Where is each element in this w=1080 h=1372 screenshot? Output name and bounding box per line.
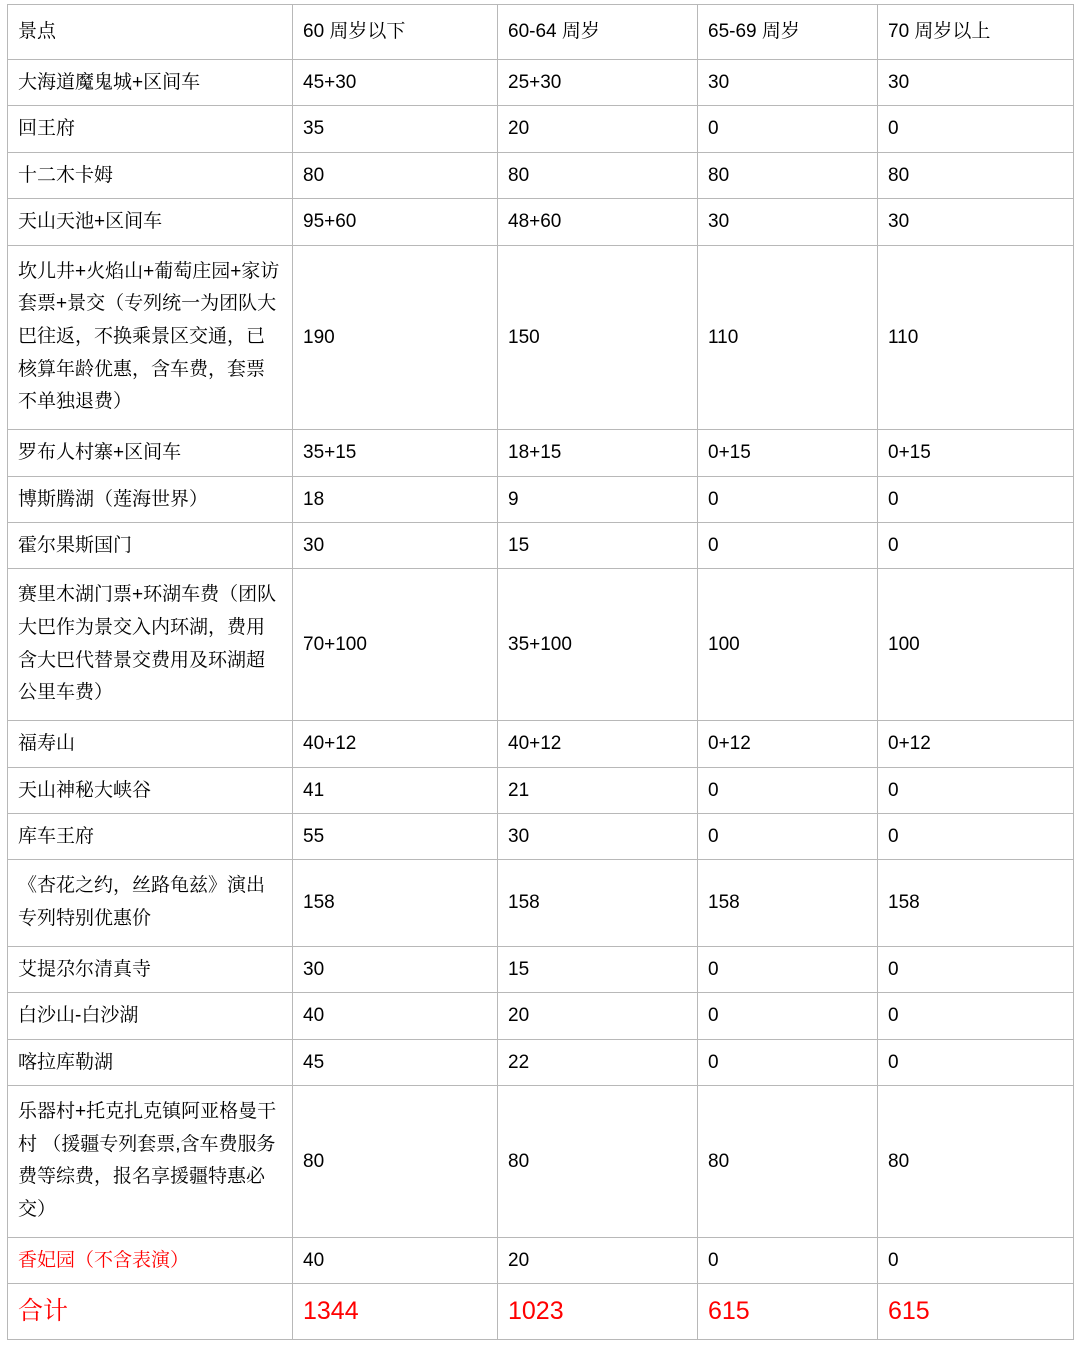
spot-name: 十二木卡姆 xyxy=(8,152,293,198)
table-row xyxy=(8,60,1074,106)
price-60to64: 40+12 xyxy=(498,721,698,767)
spot-name: 霍尔果斯国门 xyxy=(8,522,293,568)
price-over70: 0 xyxy=(878,993,1074,1039)
table-row xyxy=(8,721,1074,767)
header-cell-60to64: 60-64 周岁 xyxy=(498,5,698,60)
price-65to69: 30 xyxy=(698,199,878,245)
price-over70: 0+15 xyxy=(878,430,1074,476)
price-60to64: 22 xyxy=(498,1039,698,1085)
price-60to64: 158 xyxy=(498,860,698,946)
table-row xyxy=(8,1237,1074,1283)
price-under60: 40 xyxy=(293,993,498,1039)
table-row xyxy=(8,152,1074,198)
price-60to64: 80 xyxy=(498,1086,698,1238)
table-row xyxy=(8,245,1074,429)
spot-name: 《杏花之约，丝路龟兹》演出专列特别优惠价 xyxy=(8,860,293,946)
price-under60: 80 xyxy=(293,1086,498,1238)
price-under60: 35 xyxy=(293,106,498,152)
price-60to64: 15 xyxy=(498,522,698,568)
price-65to69: 0 xyxy=(698,813,878,859)
price-65to69: 0+12 xyxy=(698,721,878,767)
price-over70: 0 xyxy=(878,476,1074,522)
spot-name: 乐器村+托克扎克镇阿亚格曼干村 （援疆专列套票,含车费服务费等综费，报名享援疆特惠必交） xyxy=(8,1086,293,1238)
price-60to64: 150 xyxy=(498,245,698,429)
price-table-container xyxy=(0,4,1080,1340)
price-60to64: 20 xyxy=(498,1237,698,1283)
spot-name: 大海道魔鬼城+区间车 xyxy=(8,60,293,106)
total-row xyxy=(8,1284,1074,1340)
table-row xyxy=(8,860,1074,946)
price-65to69: 80 xyxy=(698,1086,878,1238)
spot-name: 艾提尕尔清真寺 xyxy=(8,946,293,992)
total-over70: 615 xyxy=(878,1284,1074,1340)
price-65to69: 0+15 xyxy=(698,430,878,476)
price-over70: 80 xyxy=(878,1086,1074,1238)
price-60to64: 35+100 xyxy=(498,569,698,721)
price-65to69: 0 xyxy=(698,1237,878,1283)
spot-name: 福寿山 xyxy=(8,721,293,767)
price-over70: 110 xyxy=(878,245,1074,429)
price-65to69: 0 xyxy=(698,522,878,568)
price-60to64: 80 xyxy=(498,152,698,198)
price-60to64: 15 xyxy=(498,946,698,992)
spot-name: 天山天池+区间车 xyxy=(8,199,293,245)
price-under60: 80 xyxy=(293,152,498,198)
price-65to69: 0 xyxy=(698,993,878,1039)
price-65to69: 0 xyxy=(698,106,878,152)
price-over70: 30 xyxy=(878,60,1074,106)
price-under60: 55 xyxy=(293,813,498,859)
table-row xyxy=(8,946,1074,992)
price-65to69: 0 xyxy=(698,767,878,813)
spot-name: 天山神秘大峡谷 xyxy=(8,767,293,813)
table-row xyxy=(8,569,1074,721)
spot-name: 罗布人村寨+区间车 xyxy=(8,430,293,476)
table-row xyxy=(8,1039,1074,1085)
total-65to69: 615 xyxy=(698,1284,878,1340)
price-60to64: 25+30 xyxy=(498,60,698,106)
price-under60: 30 xyxy=(293,522,498,568)
price-65to69: 30 xyxy=(698,60,878,106)
spot-name: 香妃园（不含表演） xyxy=(8,1237,293,1283)
table-row xyxy=(8,476,1074,522)
price-under60: 30 xyxy=(293,946,498,992)
total-60to64: 1023 xyxy=(498,1284,698,1340)
price-60to64: 20 xyxy=(498,993,698,1039)
price-65to69: 0 xyxy=(698,476,878,522)
price-under60: 18 xyxy=(293,476,498,522)
price-60to64: 18+15 xyxy=(498,430,698,476)
price-under60: 70+100 xyxy=(293,569,498,721)
price-under60: 35+15 xyxy=(293,430,498,476)
price-over70: 158 xyxy=(878,860,1074,946)
price-under60: 41 xyxy=(293,767,498,813)
price-65to69: 80 xyxy=(698,152,878,198)
table-row xyxy=(8,522,1074,568)
price-under60: 190 xyxy=(293,245,498,429)
spot-name: 博斯腾湖（莲海世界） xyxy=(8,476,293,522)
price-over70: 0 xyxy=(878,813,1074,859)
table-row xyxy=(8,106,1074,152)
table-row xyxy=(8,813,1074,859)
price-65to69: 100 xyxy=(698,569,878,721)
price-over70: 100 xyxy=(878,569,1074,721)
price-over70: 80 xyxy=(878,152,1074,198)
price-under60: 95+60 xyxy=(293,199,498,245)
spot-name: 喀拉库勒湖 xyxy=(8,1039,293,1085)
spot-name: 白沙山-白沙湖 xyxy=(8,993,293,1039)
price-under60: 45 xyxy=(293,1039,498,1085)
header-cell-over70: 70 周岁以上 xyxy=(878,5,1074,60)
price-over70: 0 xyxy=(878,1237,1074,1283)
spot-name: 坎儿井+火焰山+葡萄庄园+家访套票+景交（专列统一为团队大巴往返，不换乘景区交通，已核算年龄优惠，含车费，套票不单独退费） xyxy=(8,245,293,429)
price-over70: 0 xyxy=(878,522,1074,568)
table-row xyxy=(8,767,1074,813)
header-cell-spot: 景点 xyxy=(8,5,293,60)
price-over70: 0 xyxy=(878,767,1074,813)
price-60to64: 21 xyxy=(498,767,698,813)
spot-name: 回王府 xyxy=(8,106,293,152)
price-60to64: 20 xyxy=(498,106,698,152)
price-under60: 45+30 xyxy=(293,60,498,106)
spot-name: 库车王府 xyxy=(8,813,293,859)
price-60to64: 48+60 xyxy=(498,199,698,245)
table-row xyxy=(8,1086,1074,1238)
price-over70: 0+12 xyxy=(878,721,1074,767)
table-header-row xyxy=(8,5,1074,60)
price-over70: 30 xyxy=(878,199,1074,245)
price-under60: 40+12 xyxy=(293,721,498,767)
scenic-spot-price-table xyxy=(7,4,1074,1340)
table-row xyxy=(8,430,1074,476)
table-row xyxy=(8,199,1074,245)
total-label: 合计 xyxy=(8,1284,293,1340)
price-60to64: 9 xyxy=(498,476,698,522)
price-over70: 0 xyxy=(878,1039,1074,1085)
price-over70: 0 xyxy=(878,946,1074,992)
price-under60: 158 xyxy=(293,860,498,946)
table-row xyxy=(8,993,1074,1039)
price-over70: 0 xyxy=(878,106,1074,152)
header-cell-under60: 60 周岁以下 xyxy=(293,5,498,60)
header-cell-65to69: 65-69 周岁 xyxy=(698,5,878,60)
price-65to69: 0 xyxy=(698,946,878,992)
price-under60: 40 xyxy=(293,1237,498,1283)
price-65to69: 158 xyxy=(698,860,878,946)
price-65to69: 0 xyxy=(698,1039,878,1085)
spot-name: 赛里木湖门票+环湖车费（团队大巴作为景交入内环湖，费用含大巴代替景交费用及环湖超公里车费） xyxy=(8,569,293,721)
total-under60: 1344 xyxy=(293,1284,498,1340)
price-60to64: 30 xyxy=(498,813,698,859)
price-65to69: 110 xyxy=(698,245,878,429)
